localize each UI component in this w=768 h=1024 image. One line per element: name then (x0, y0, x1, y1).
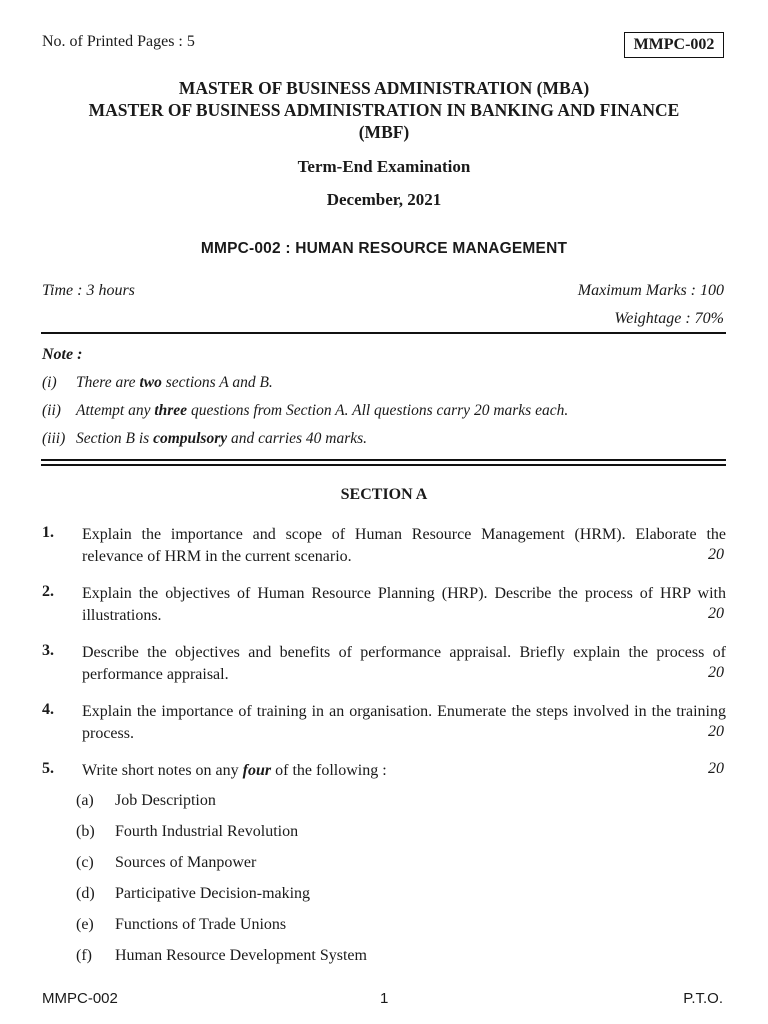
sub-item (76, 916, 286, 934)
question-marks: 20 (708, 605, 724, 622)
section-a-title: SECTION A (340, 486, 428, 503)
double-divider-top (41, 459, 726, 461)
note-text: questions from Section A. All questions carry 20 marks each. (187, 402, 569, 419)
sub-item (76, 823, 298, 841)
question-number: 3. (42, 642, 54, 659)
sub-item (76, 885, 310, 903)
note-text: and carries 40 marks. (227, 430, 368, 447)
exam-date: December, 2021 (326, 190, 442, 209)
question-text-part: Write short notes on any (82, 762, 243, 779)
note-item-number: (iii) (42, 430, 66, 447)
question-number: 2. (42, 583, 54, 600)
footer-pto: P.T.O. (683, 990, 723, 1007)
note-text: sections A and B. (161, 374, 273, 391)
note-emphasis: two (139, 374, 162, 391)
sub-item-text: Sources of Manpower (115, 854, 257, 871)
sub-item (76, 854, 256, 872)
sub-item (76, 792, 216, 810)
note-item (42, 374, 273, 392)
note-text: Section B is (76, 430, 154, 447)
question-text: Describe the objectives and benefits of performance appraisal. Briefly explain the process of performance appraisal. (82, 644, 726, 683)
question-text (82, 760, 726, 782)
program-title-mbf-abbr: (MBF) (358, 122, 410, 142)
question-number: 1. (42, 524, 54, 541)
note-item-number: (ii) (42, 402, 61, 419)
sub-item-label: (b) (76, 823, 95, 840)
note-heading: Note : (42, 346, 83, 363)
footer-course-code: MMPC-002 (42, 990, 118, 1007)
footer-page-number: 1 (380, 990, 389, 1007)
sub-item-label: (d) (76, 885, 95, 902)
question-marks: 20 (708, 723, 724, 740)
sub-item-text: Participative Decision-making (115, 885, 311, 902)
note-text: Attempt any (76, 402, 155, 419)
sub-item-label: (f) (76, 947, 92, 964)
question-marks: 20 (708, 664, 724, 681)
sub-item-text: Functions of Trade Unions (115, 916, 287, 933)
sub-item-text: Human Resource Development System (115, 947, 367, 964)
printed-pages-count: No. of Printed Pages : 5 (42, 33, 195, 50)
question-text: Explain the importance and scope of Human Resource Management (HRM). Elaborate the relevance of HRM in the current scenario. (82, 526, 726, 565)
question-marks: 20 (708, 546, 724, 563)
note-emphasis: compulsory (153, 430, 228, 447)
question-text: Explain the objectives of Human Resource Planning (HRP). Describe the process of HRP with illustrations. (82, 585, 726, 624)
note-text: There are (76, 374, 140, 391)
course-code-box: MMPC-002 (624, 32, 724, 58)
program-title-mbf: MASTER OF BUSINESS ADMINISTRATION IN BANKING AND FINANCE (88, 100, 680, 120)
sub-item-label: (a) (76, 792, 94, 809)
note-item (42, 402, 568, 420)
note-item (42, 430, 367, 448)
note-emphasis: three (154, 402, 188, 419)
program-title-mba: MASTER OF BUSINESS ADMINISTRATION (MBA) (178, 78, 590, 98)
divider (41, 332, 726, 334)
question-emphasis: four (242, 762, 272, 779)
exam-type: Term-End Examination (297, 157, 471, 176)
question-marks: 20 (708, 760, 724, 777)
weightage: Weightage : 70% (614, 310, 724, 327)
sub-item (76, 947, 367, 965)
exam-duration: Time : 3 hours (42, 282, 135, 299)
note-item-number: (i) (42, 374, 57, 391)
question-number: 5. (42, 760, 54, 777)
question-text: Explain the importance of training in an organisation. Enumerate the steps involved in the training process. (82, 703, 726, 742)
sub-item-label: (c) (76, 854, 94, 871)
question-text-part: of the following : (271, 762, 387, 779)
question-number: 4. (42, 701, 54, 718)
maximum-marks: Maximum Marks : 100 (577, 282, 724, 299)
sub-item-text: Fourth Industrial Revolution (115, 823, 299, 840)
course-title: MMPC-002 : HUMAN RESOURCE MANAGEMENT (200, 240, 568, 257)
double-divider-bottom (41, 464, 726, 466)
sub-item-label: (e) (76, 916, 94, 933)
sub-item-text: Job Description (115, 792, 216, 809)
